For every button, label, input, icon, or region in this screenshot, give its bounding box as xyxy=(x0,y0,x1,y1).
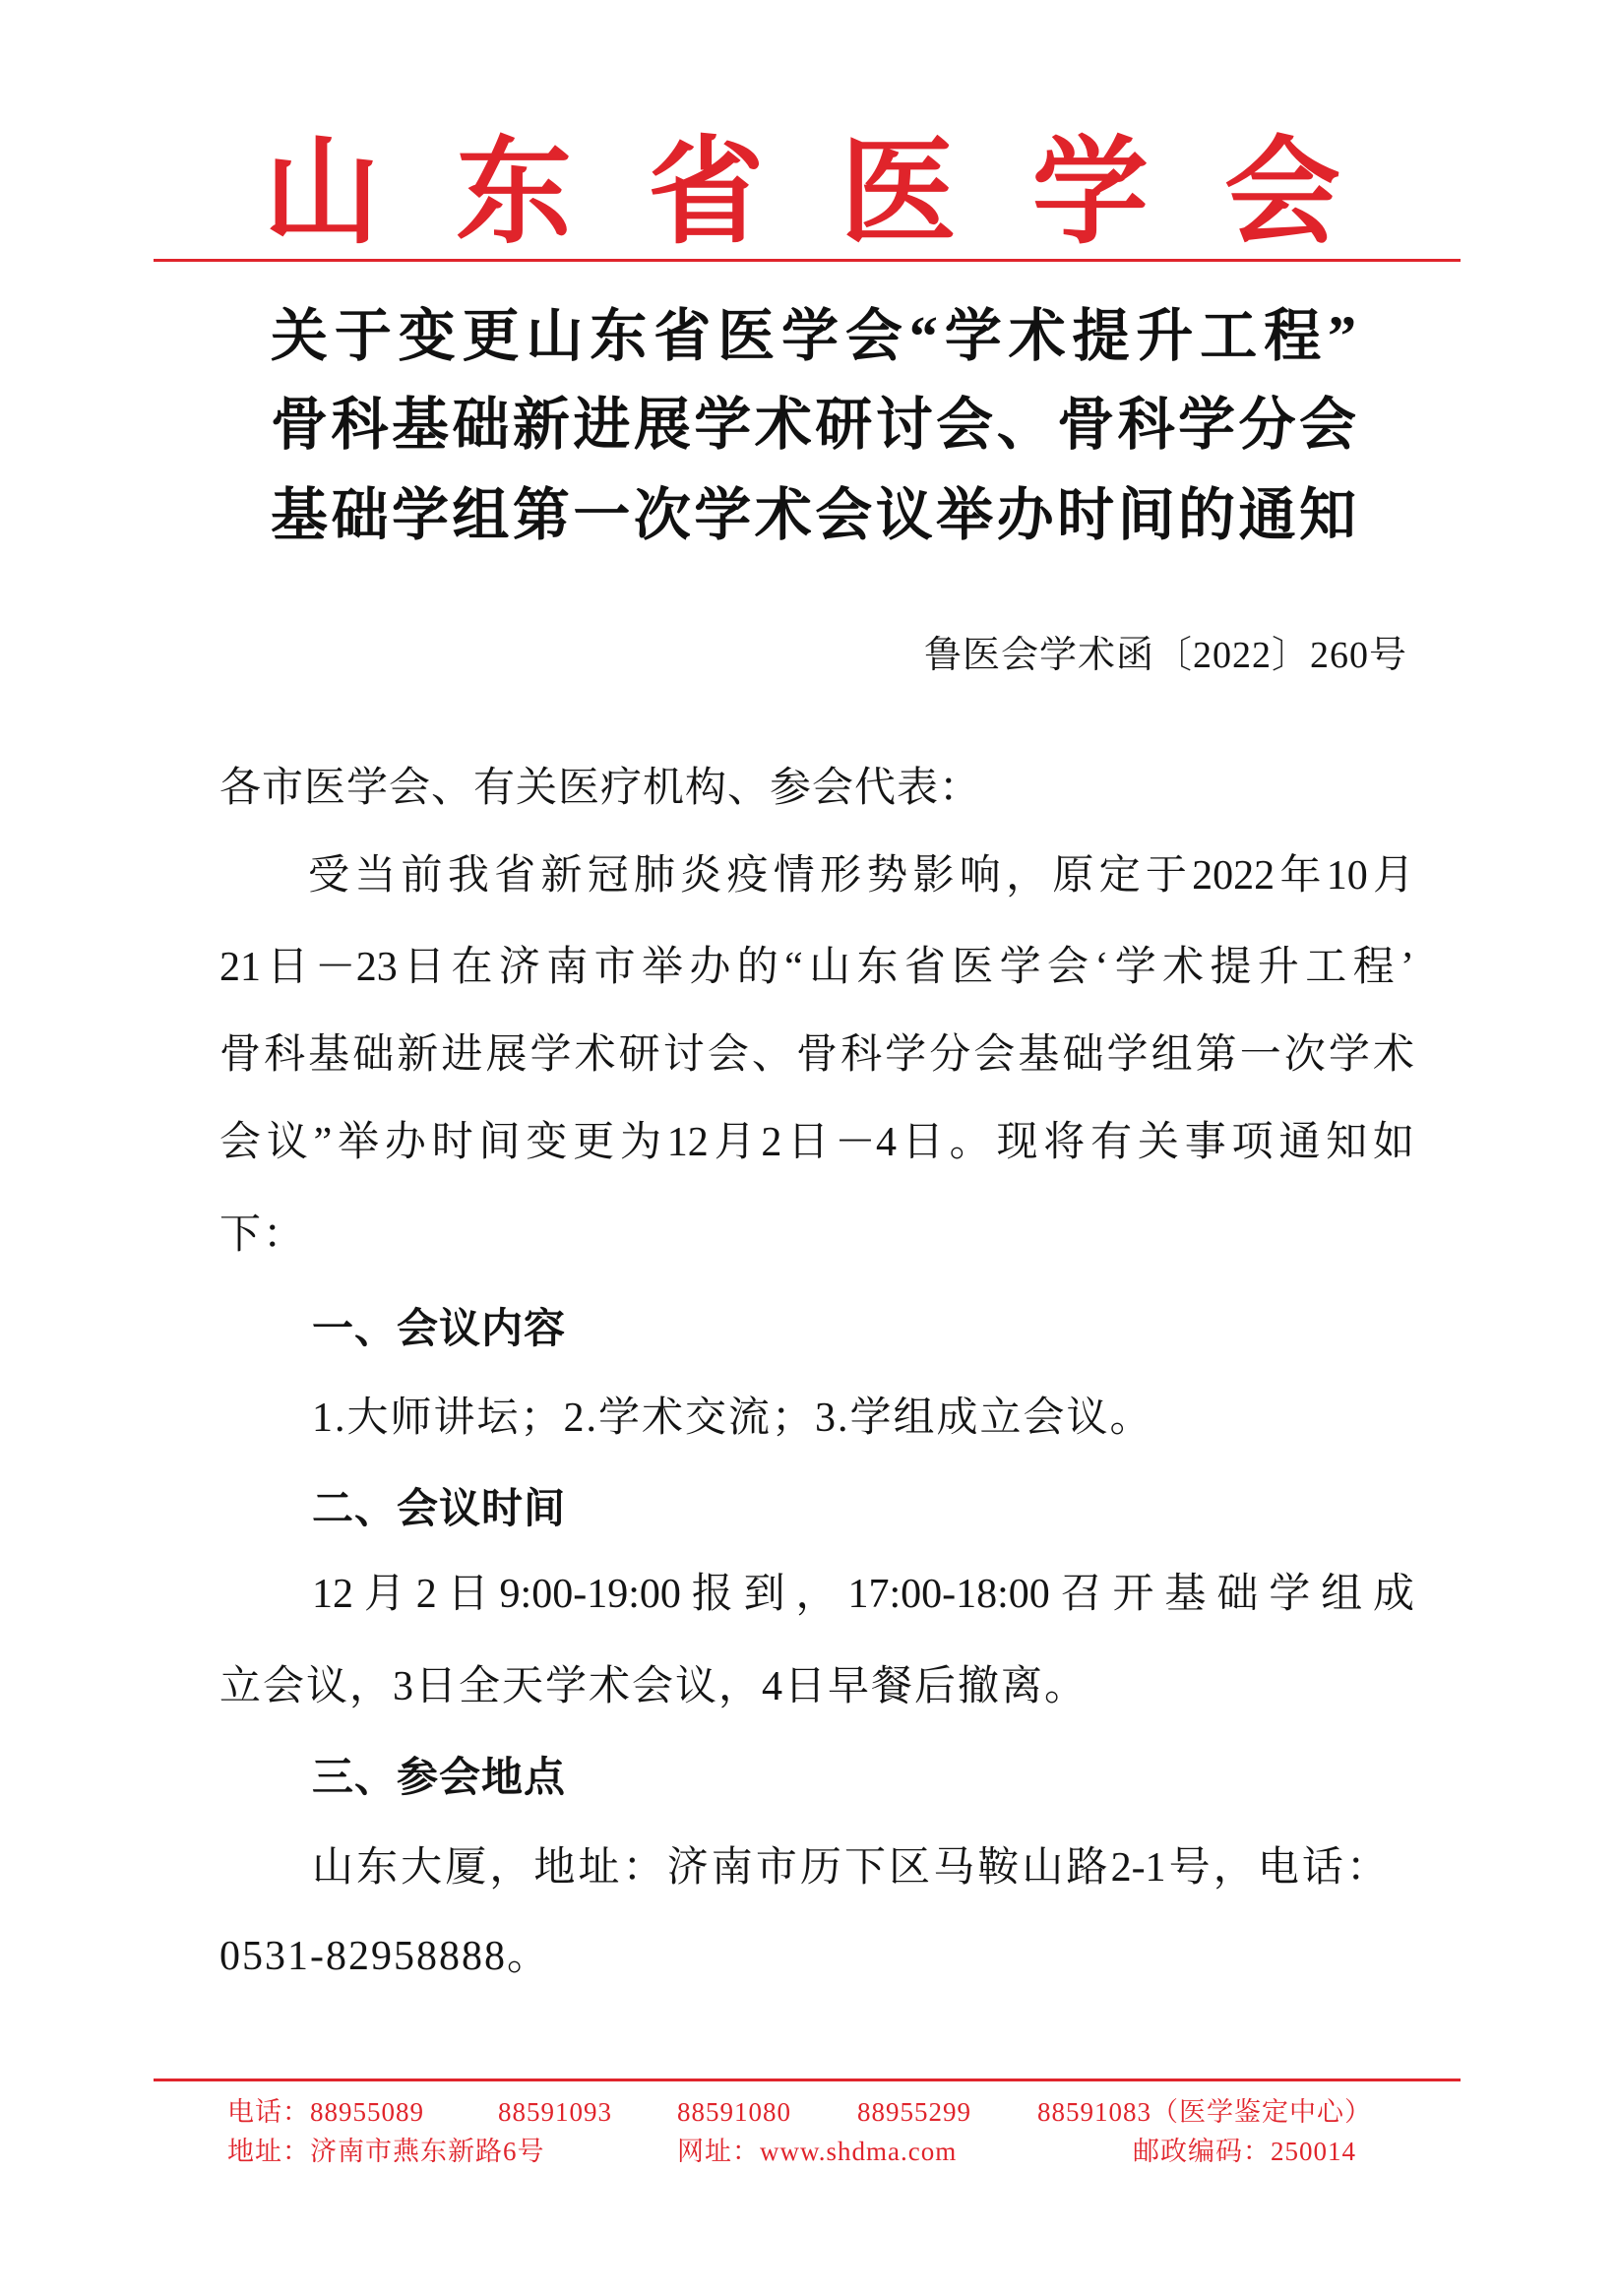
document-title-line-3: 基础学组第一次学术会议举办时间的通知 xyxy=(271,483,1356,547)
section-time-line-2: 立会议，3日全天学术会议，4日早餐后撤离。 xyxy=(219,1664,1089,1709)
section-time-line-1: 12月2日9:00-19:00报到，17:00-18:00召开基础学组成 xyxy=(312,1572,1414,1617)
footer-postcode: 邮政编码：250014 xyxy=(1133,2137,1356,2166)
intro-line-4: 会议”举办时间变更为12月2日－4日。现将有关事项通知如 xyxy=(219,1120,1414,1165)
document-title-line-2: 骨科基础新进展学术研讨会、骨科学分会 xyxy=(271,393,1356,457)
intro-line-1: 受当前我省新冠肺炎疫情形势影响，原定于2022年10月 xyxy=(308,853,1414,899)
document-number: 鲁医会学术函〔2022〕260号 xyxy=(923,635,1407,676)
intro-line-3: 骨科基础新进展学术研讨会、骨科学分会基础学组第一次学术 xyxy=(219,1032,1414,1078)
footer-phone-4: 88955299 xyxy=(857,2097,971,2127)
footer-phone-5: 88591083（医学鉴定中心） xyxy=(1037,2097,1372,2127)
salutation: 各市医学会、有关医疗机构、参会代表： xyxy=(219,766,982,811)
section-heading-venue: 三、参会地点 xyxy=(312,1753,567,1801)
intro-line-2: 21日－23日在济南市举办的“山东省医学会‘学术提升工程’ xyxy=(219,945,1414,990)
letterhead-org-name: 山东省医学会 xyxy=(264,129,1340,258)
footer-website: 网址：www.shdma.com xyxy=(677,2137,958,2166)
intro-line-5: 下： xyxy=(219,1212,307,1258)
section-venue-line-1: 山东大厦，地址：济南市历下区马鞍山路2-1号，电话： xyxy=(312,1845,1388,1891)
section-content-line-1: 1.大师讲坛；2.学术交流；3.学组成立会议。 xyxy=(312,1396,1153,1441)
letterhead-divider xyxy=(154,259,1461,262)
footer-phone-2: 88591093 xyxy=(498,2097,612,2127)
footer-address: 地址：济南市燕东新路6号 xyxy=(227,2137,545,2166)
section-heading-time: 二、会议时间 xyxy=(312,1484,567,1532)
section-venue-line-2: 0531-82958888。 xyxy=(219,1934,550,1979)
footer-divider xyxy=(154,2079,1461,2081)
footer-phone-1: 电话：88955089 xyxy=(227,2097,424,2127)
section-heading-content: 一、会议内容 xyxy=(312,1304,567,1352)
document-title-line-1: 关于变更山东省医学会“学术提升工程” xyxy=(271,304,1356,368)
footer-phone-3: 88591080 xyxy=(677,2097,791,2127)
